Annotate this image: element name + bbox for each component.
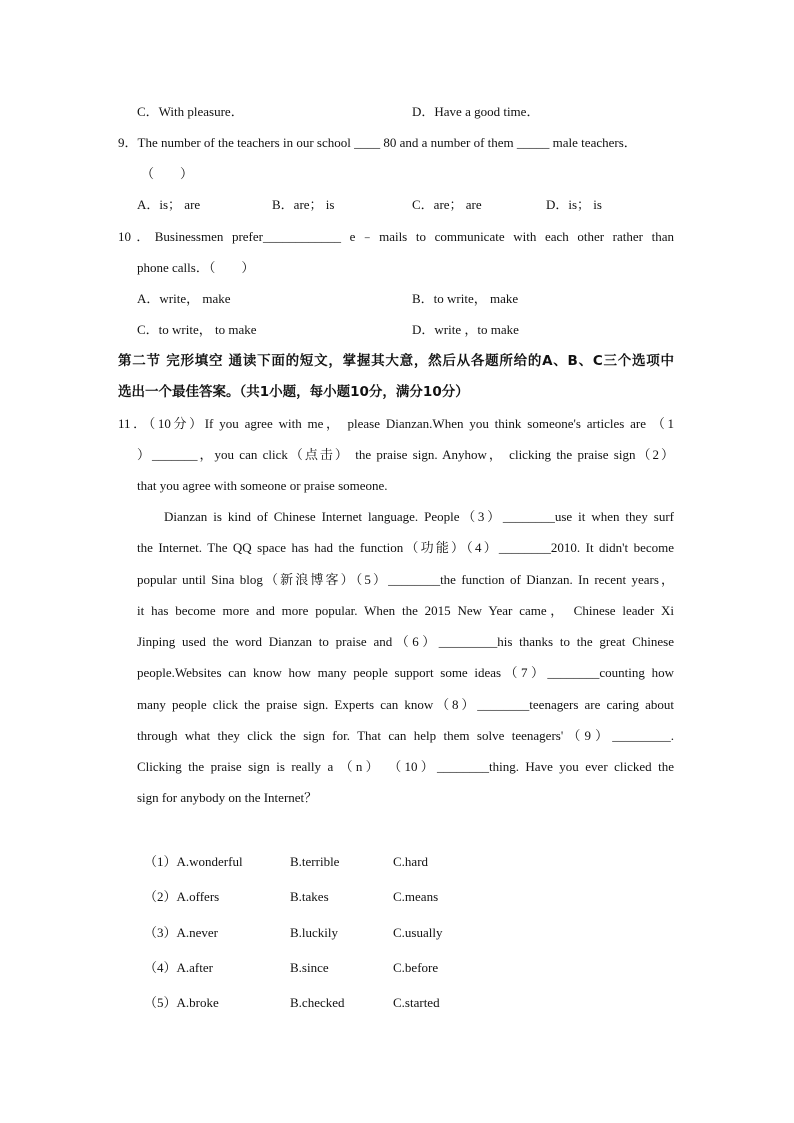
q9-stem: 9．The number of the teachers in our school ____ 80 and a number of them _____ male teachers． bbox=[118, 135, 637, 150]
q9-option-a: A．is； are bbox=[137, 197, 201, 212]
passage-line-13: sign for anybody on the Internet？ bbox=[137, 790, 318, 805]
q10-option-c: C．to write， to make bbox=[137, 322, 257, 337]
q9-option-b: B．are； is bbox=[272, 197, 335, 212]
option-3-a: （3）A.never bbox=[144, 925, 219, 940]
passage-line-12: Clicking the praise sign is really a （n） （10）________thing. Have you ever clicked the bbox=[137, 759, 674, 774]
option-1-c: C.hard bbox=[393, 854, 429, 869]
option-2-a: （2）A.offers bbox=[144, 889, 220, 904]
passage-line-6: popular until Sina blog（新浪博客）（5）________the function of Dianzan. In recent years， bbox=[137, 572, 674, 587]
option-5-b: B.checked bbox=[290, 995, 345, 1010]
option-5-a: （5）A.broke bbox=[144, 995, 219, 1010]
option-1-b: B.terrible bbox=[290, 854, 340, 869]
option-3-b: B.luckily bbox=[290, 925, 339, 940]
option-2-c: C.means bbox=[393, 889, 439, 904]
passage-line-9: people.Websites can know how many people support some ideas（7）________counting how bbox=[137, 665, 674, 680]
q8-option-d: D．Have a good time． bbox=[412, 104, 540, 119]
q8-option-c: C．With pleasure． bbox=[137, 104, 244, 119]
q9-option-c: C．are； are bbox=[412, 197, 482, 212]
option-3-c: C.usually bbox=[393, 925, 443, 940]
q10-stem-line1: 10．Businessmen prefer____________ e﹣mails to communicate with each other rather than bbox=[118, 229, 674, 244]
section-heading-line2: 选出一个最佳答案。（共1小题，每小题10分，满分10分） bbox=[118, 384, 469, 400]
q10-stem-line2: phone calls．（ ） bbox=[137, 260, 255, 275]
passage-line-1: 11．（10分）If you agree with me， please Dianzan.When you think someone's articles are （1 bbox=[118, 416, 674, 431]
option-4-c: C.before bbox=[393, 960, 439, 975]
q9-option-d: D．is； is bbox=[546, 197, 602, 212]
q9-answer-paren: （ ） bbox=[141, 166, 194, 181]
passage-line-5: the Internet. The QQ space has had the function（功能）（4）________2010. It didn't become bbox=[137, 540, 674, 555]
option-2-b: B.takes bbox=[290, 889, 329, 904]
passage-line-10: many people click the praise sign. Experts can know（8）________teenagers are caring about bbox=[137, 697, 674, 712]
section-heading-line1: 第二节 完形填空 通读下面的短文，掌握其大意，然后从各题所给的A、B、C三个选项中 bbox=[118, 353, 674, 369]
option-5-c: C.started bbox=[393, 995, 440, 1010]
q10-option-d: D．write ，to make bbox=[412, 322, 519, 337]
passage-line-4: Dianzan is kind of Chinese Internet language. People（3）________use it when they surf bbox=[164, 509, 674, 524]
passage-line-8: Jinping used the word Dianzan to praise and（6）_________his thanks to the great Chinese bbox=[137, 634, 674, 649]
option-4-a: （4）A.after bbox=[144, 960, 213, 975]
passage-line-2: ）_______，you can click（点击） the praise sign. Anyhow， clicking the praise sign（2） bbox=[137, 447, 674, 462]
passage-line-11: through what they click the sign for. That can help them solve teenagers'（9）_________. bbox=[137, 728, 674, 743]
q10-option-b: B．to write， make bbox=[412, 291, 519, 306]
option-1-a: （1）A.wonderful bbox=[144, 854, 243, 869]
passage-line-3: that you agree with someone or praise someone. bbox=[137, 478, 388, 493]
option-4-b: B.since bbox=[290, 960, 329, 975]
passage-line-7: it has become more and more popular. When the 2015 New Year came， Chinese leader Xi bbox=[137, 603, 674, 618]
q10-option-a: A．write， make bbox=[137, 291, 231, 306]
